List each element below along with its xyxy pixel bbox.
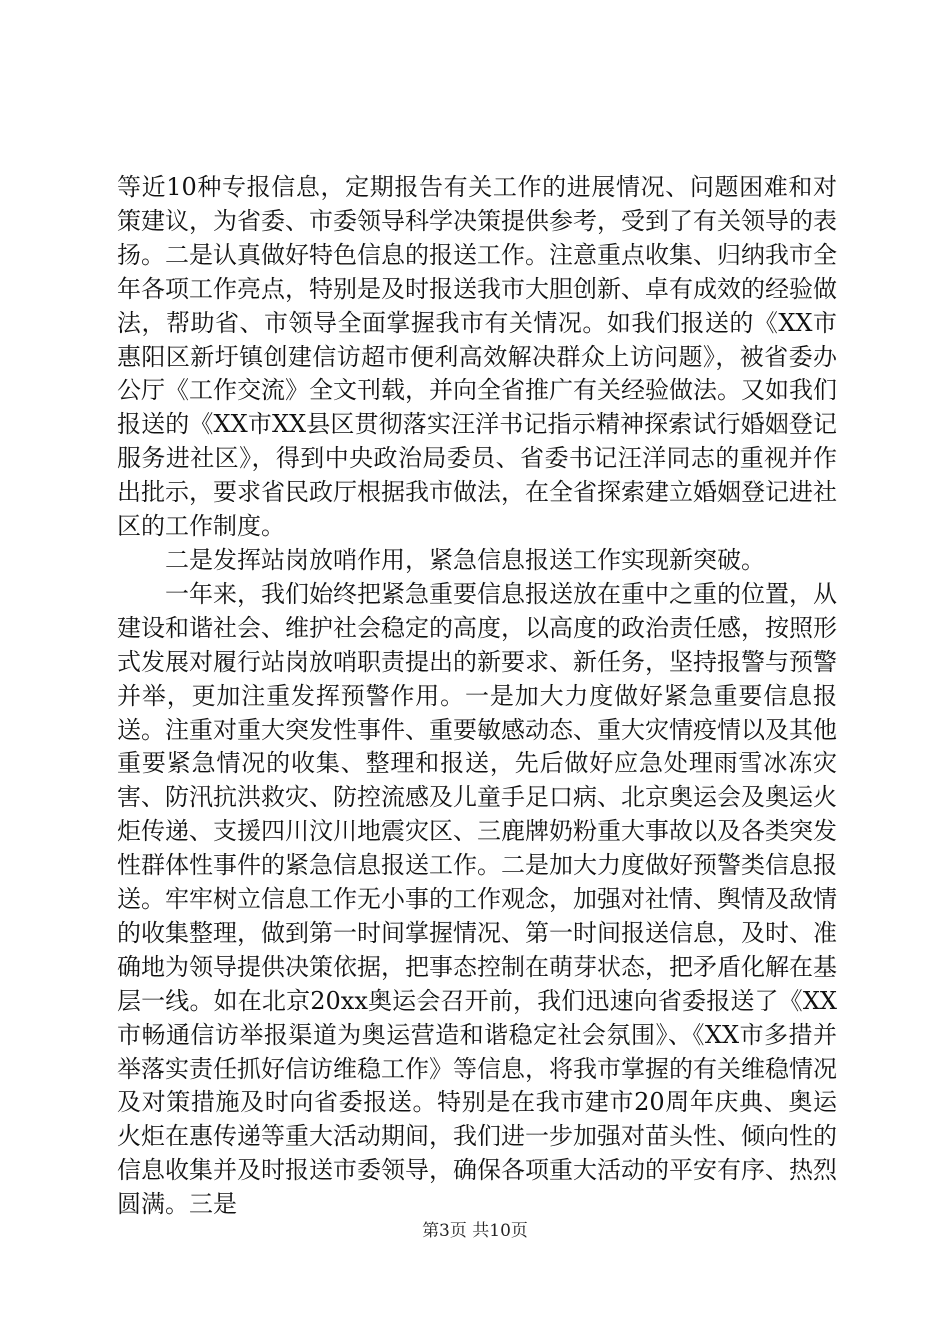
document-body [117,171,837,1222]
paragraph-2-heading: 二是发挥站岗放哨作用，紧急信息报送工作实现新突破。 [165,545,765,574]
page-number-footer: 第3页 共10页 [422,1221,528,1241]
paragraph-1: 等近10种专报信息，定期报告有关工作的进展情况、问题困难和对策建议，为省委、市委领导科学决策提供参考，受到了有关领导的表扬。二是认真做好特色信息的报送工作。注意重点收集、归纳我市全年各项工作亮点，特别是及时报送我市大胆创新、卓有成效的经验做法，帮助省、市领导全面掌握我市有关情况。如我们报送的《XX市惠阳区新圩镇创建信访超市便利高效解决群众上访问题》，被省委办公厅《工作交流》全文刊载，并向全省推广有关经验做法。又如我们报送的《XX市XX县区贯彻落实汪洋书记指示精神探索试行婚姻登记服务进社区》，得到中央政治局委员、省委书记汪洋同志的重视并作出批示，要求省民政厅根据我市做法，在全省探索建立婚姻登记进社区的工作制度。 [117,173,837,541]
paragraph-3: 一年来，我们始终把紧急重要信息报送放在重中之重的位置，从建设和谐社会、维护社会稳定的高度，以高度的政治责任感，按照形式发展对履行站岗放哨职责提出的新要求、新任务，坚持报警与预警并举，更加注重发挥预警作用。一是加大力度做好紧急重要信息报送。注重对重大突发性事件、重要敏感动态、重大灾情疫情以及其他重要紧急情况的收集、整理和报送，先后做好应急处理雨雪冰冻灾害、防汛抗洪救灾、防控流感及儿童手足口病、北京奥运会及奥运火炬传递、支援四川汶川地震灾区、三鹿牌奶粉重大事故以及各类突发性群体性事件的紧急信息报送工作。二是加大力度做好预警类信息报送。牢牢树立信息工作无小事的工作观念，加强对社情、舆情及敌情的收集整理，做到第一时间掌握情况、第一时间报送信息，及时、准确地为领导提供决策依据，把事态控制在萌芽状态，把矛盾化解在基层一线。如在北京20xx奥运会召开前，我们迅速向省委报送了《XX市畅通信访举报渠道为奥运营造和谐稳定社会氛围》、《XX市多措并举落实责任抓好信访维稳工作》等信息，将我市掌握的有关维稳情况及对策措施及时向省委报送。特别是在我市建市20周年庆典、奥运火炬在惠传递等重大活动期间，我们进一步加强对苗头性、倾向性的信息收集并及时报送市委领导，确保各项重大活动的平安有序、热烈圆满。三是 [117,579,837,1219]
